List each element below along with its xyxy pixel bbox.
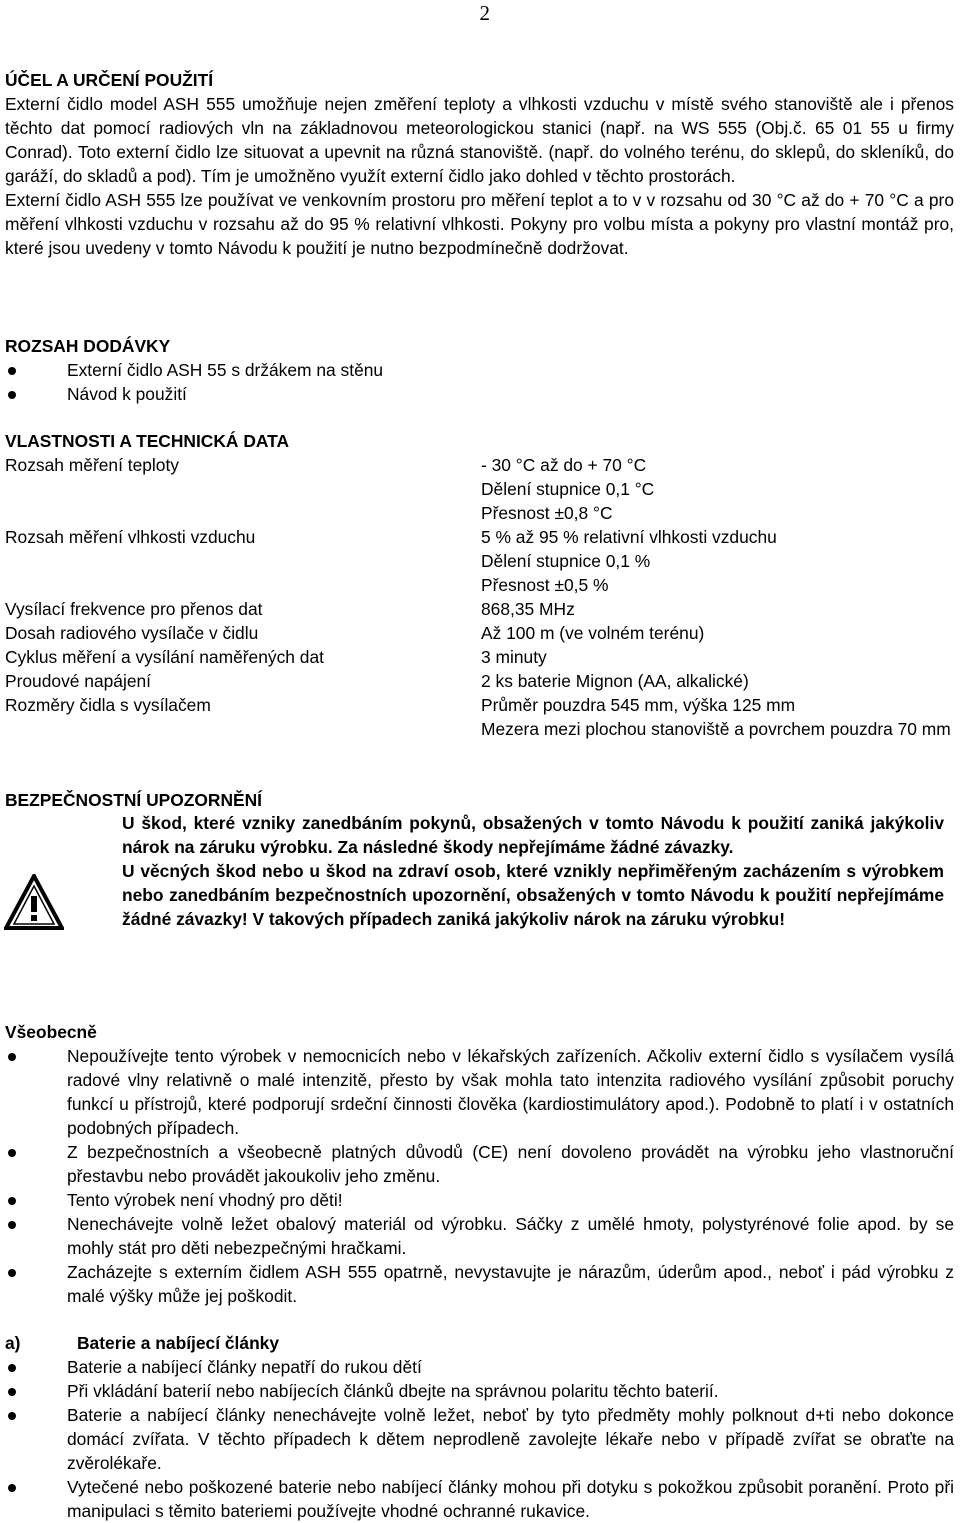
spec-value: 2 ks baterie Mignon (AA, alkalické) [481, 671, 749, 691]
general-item: Nepoužívejte tento výrobek v nemocnicích nebo v lékařských zařízeních. Ačkoliv externí čidlo s vysílačem vysílá radové vlny relativně o malé intenzitě, přesto by však mohla tato intenzita radiového vysílání způsobit poruchy funkcí u přístrojů, které podporují srdeční činnosti člověka (kardiostimulátory apod.). Podobně to platí i v ostatních podobných případech. [5, 1044, 954, 1140]
spec-row [5, 501, 954, 525]
general-heading: Všeobecně [5, 1022, 97, 1042]
spec-value: Až 100 m (ve volném terénu) [481, 623, 705, 643]
batteries-title: Baterie a nabíjecí články [77, 1333, 280, 1353]
spec-value: Mezera mezi plochou stanoviště a povrchem pouzdra 70 mm [481, 719, 951, 739]
spec-label: Proudové napájení [5, 671, 152, 691]
delivery-item: Návod k použití [5, 382, 954, 406]
general-item: Zacházejte s externím čidlem ASH 555 opatrně, nevystavujte je nárazům, úderům apod., neboť i pád výrobku z malé výšky může jej poškodit. [5, 1260, 954, 1308]
spec-row [5, 645, 954, 669]
spec-row [5, 453, 954, 477]
spec-label: Rozměry čidla s vysílačem [5, 695, 211, 715]
spec-value: - 30 °C až do + 70 °C [481, 455, 647, 475]
purpose-section [5, 68, 954, 260]
purpose-paragraph-1: Externí čidlo model ASH 555 umožňuje nejen změření teploty a vlhkosti vzduchu v místě svého stanoviště ale i přenos těchto dat pomocí radiových vln na základnovou meteorologickou stanici (např. na WS 555 (Obj.č. 65 01 55 u firmy Conrad). Toto externí čidlo lze situovat a upevnit na různá stanoviště. (např. do volného terénu, do sklepů, do skleníků, do garáží, do skladů a pod). Tím je umožněno využít externí čidlo jako dohled v těchto prostorách. [5, 94, 954, 186]
batteries-item: Baterie a nabíjecí články nepatří do rukou dětí [5, 1355, 954, 1379]
spec-row [5, 597, 954, 621]
delivery-heading: ROZSAH DODÁVKY [5, 336, 171, 356]
spec-value: 868,35 MHz [481, 599, 575, 619]
batteries-letter: a) [5, 1333, 21, 1353]
general-item: Nenechávejte volně ležet obalový materiál od výrobku. Sáčky z umělé hmoty, polystyrénové folie apod. by se mohly stát pro děti nebezpečnými hračkami. [5, 1212, 954, 1260]
spec-row [5, 717, 954, 741]
spec-label [5, 477, 481, 501]
spec-row [5, 693, 954, 717]
spec-value: Přesnost ±0,5 % [481, 575, 609, 595]
spec-label: Rozsah měření teploty [5, 455, 179, 475]
spec-value: 5 % až 95 % relativní vlhkosti vzduchu [481, 527, 777, 547]
specs-table [5, 453, 954, 741]
spec-label [5, 573, 481, 597]
spec-label: Rozsah měření vlhkosti vzduchu [5, 527, 256, 547]
spec-row [5, 621, 954, 645]
spec-row [5, 669, 954, 693]
spec-value: Dělení stupnice 0,1 % [481, 551, 651, 571]
batteries-item: Vytečené nebo poškozené baterie nebo nabíjecí články mohou při dotyku s pokožkou způsobit poranění. Proto při manipulaci s těmito bateriemi používejte vhodné ochranné rukavice. [5, 1475, 954, 1523]
page-number: 2 [479, 1, 490, 25]
safety-heading: BEZPEČNOSTNÍ UPOZORNĚNÍ [5, 790, 263, 810]
safety-warnings [122, 811, 944, 931]
purpose-heading: ÚČEL A URČENÍ POUŽITÍ [5, 70, 214, 90]
warning-triangle-icon [4, 874, 64, 930]
general-section [5, 1020, 954, 1308]
specs-section [5, 429, 954, 741]
spec-value: Průměr pouzdra 545 mm, výška 125 mm [481, 695, 796, 715]
delivery-item: Externí čidlo ASH 55 s držákem na stěnu [5, 358, 954, 382]
batteries-section [5, 1331, 954, 1523]
spec-row [5, 573, 954, 597]
spec-row [5, 525, 954, 549]
spec-value: Dělení stupnice 0,1 °C [481, 479, 655, 499]
spec-label: Cyklus měření a vysílání naměřených dat [5, 647, 324, 667]
general-item: Tento výrobek není vhodný pro děti! [5, 1188, 954, 1212]
safety-warning-1: U škod, které vzniky zanedbáním pokynů, obsažených v tomto Návodu k použití zaniká jakýkoliv nárok na záruku výrobku. Za následné škody nepřejímáme žádné závazky. [122, 813, 944, 857]
safety-warning-2: U věcných škod nebo u škod na zdraví osob, které vznikly nepřiměřeným zacházením s výrobkem nebo zanedbáním bezpečnostních upozornění, obsažených v tomto Návodu k použití nepřejímáme žádné závazky! V takových případech zaniká jakýkoliv nárok na záruku výrobku! [122, 861, 944, 929]
purpose-paragraph-2: Externí čidlo ASH 555 lze používat ve venkovním prostoru pro měření teplot a to v v rozsahu od 30 °C až do + 70 °C a pro měření vlhkosti vzduchu v rozsahu až do 95 % relativní vlhkosti. Pokyny pro volbu místa a pokyny pro vlastní montáž pro, které jsou uvedeny v tomto Návodu k použití je nutno bezpodmínečně dodržovat. [5, 190, 954, 258]
spec-label [5, 501, 481, 525]
specs-heading: VLASTNOSTI A TECHNICKÁ DATA [5, 431, 290, 451]
batteries-heading [5, 1331, 954, 1355]
delivery-section [5, 334, 954, 406]
spec-label [5, 549, 481, 573]
general-item: Z bezpečnostních a všeobecně platných důvodů (CE) není dovoleno provádět na výrobku jeho vlastnoruční přestavbu nebo provádět jakoukoliv jeho změnu. [5, 1140, 954, 1188]
batteries-item: Baterie a nabíjecí články nenechávejte volně ležet, neboť by tyto předměty mohly polknout d+ti nebo dokonce domácí zvířata. V těchto případech k dětem neprodleně zavolejte lékaře nebo v případě zvířat se obraťte na zvěrolékaře. [5, 1403, 954, 1475]
spec-row [5, 477, 954, 501]
spec-row [5, 549, 954, 573]
batteries-item: Při vkládání baterií nebo nabíjecích článků dbejte na správnou polaritu těchto baterií. [5, 1379, 954, 1403]
spec-label: Vysílací frekvence pro přenos dat [5, 599, 263, 619]
spec-value: Přesnost ±0,8 °C [481, 503, 613, 523]
spec-value: 3 minuty [481, 647, 547, 667]
spec-label: Dosah radiového vysílače v čidlu [5, 623, 259, 643]
spec-label [5, 717, 481, 741]
